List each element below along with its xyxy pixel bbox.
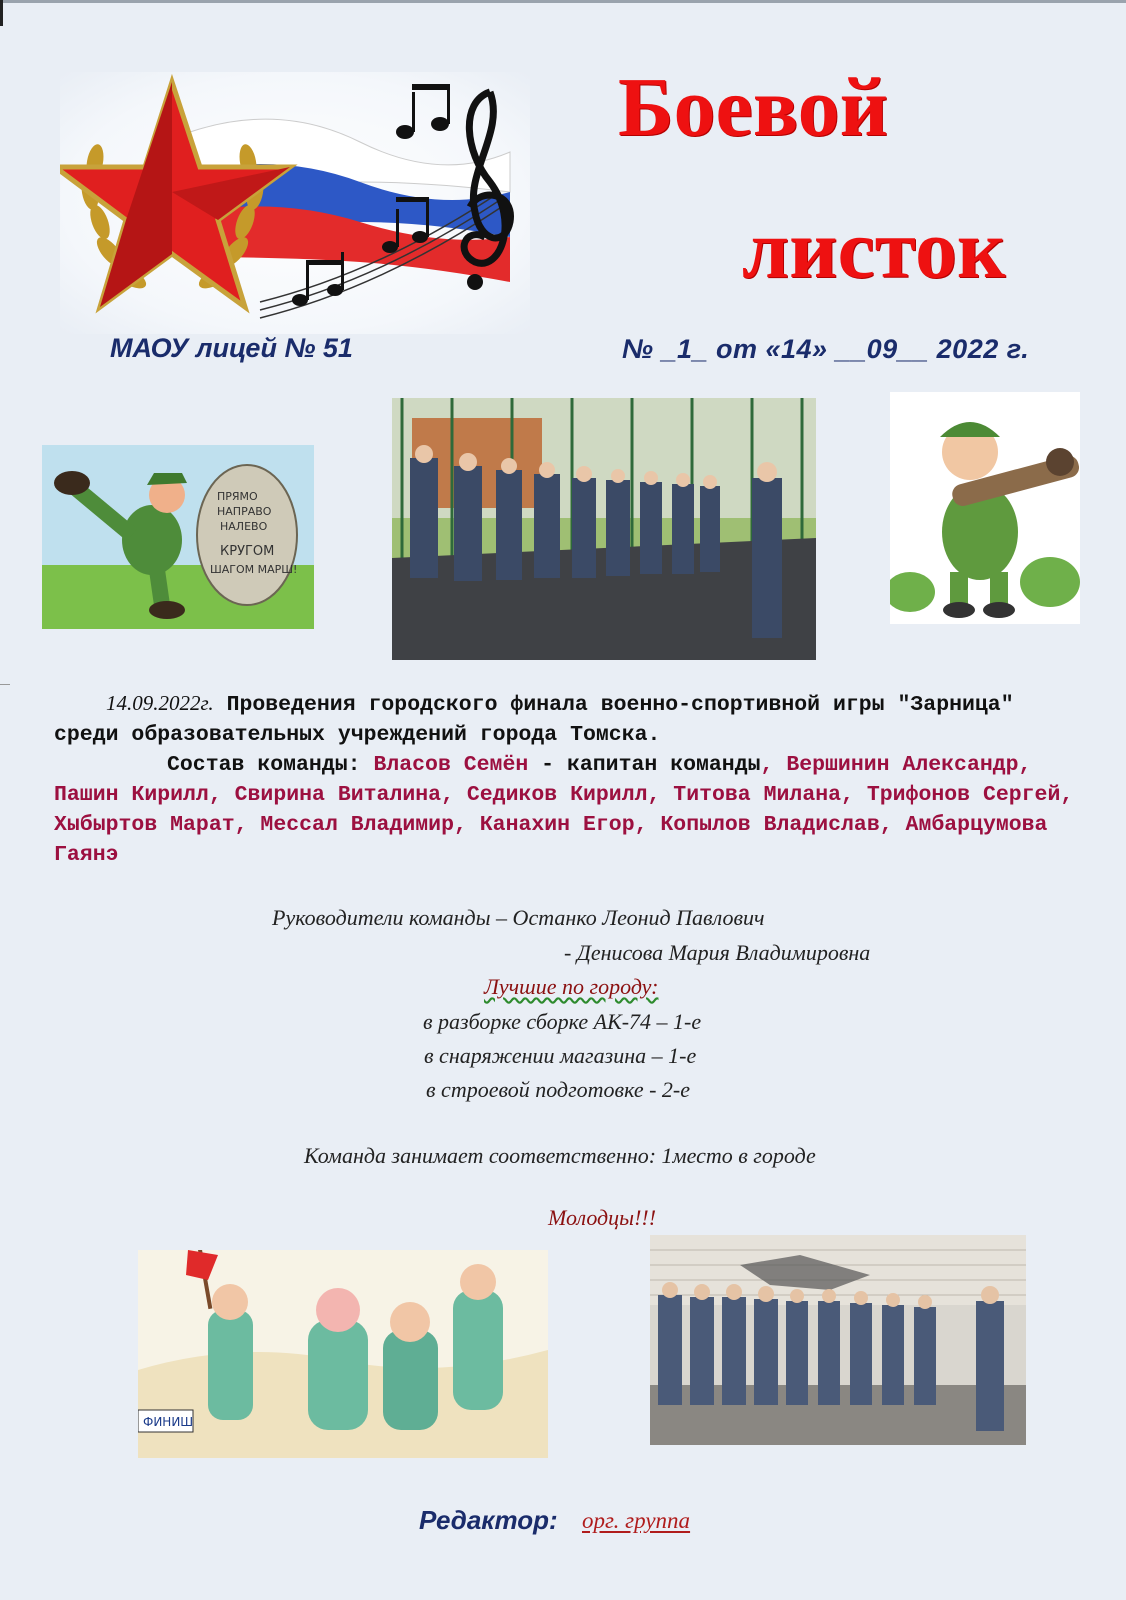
editor-link[interactable]: орг. группа	[582, 1508, 691, 1533]
svg-text:НАПРАВО: НАПРАВО	[217, 505, 272, 518]
title-line-1: Боевой	[618, 61, 889, 154]
school-name: МАОУ лицей № 51	[110, 333, 353, 363]
cadets-lineup-photo	[650, 1235, 1026, 1445]
leaders-line-1: Руководители команды – Останко Леонид Павлович	[272, 905, 765, 930]
bravo-text: Молодцы!!!	[548, 1205, 657, 1230]
cadets-formation-photo	[392, 398, 816, 660]
captain-role: - капитан команды	[528, 753, 761, 777]
cursor-mark	[0, 0, 3, 26]
article-paragraph	[54, 688, 1084, 870]
best-item: в строевой подготовке - 2-е	[426, 1077, 691, 1102]
best-in-city-heading: Лучшие по городу:	[484, 974, 659, 999]
team-captain: Власов Семён	[373, 753, 529, 777]
svg-text:ФИНИШ: ФИНИШ	[143, 1415, 194, 1429]
issue-number: № _1_ от «14» __09__ 2022 г.	[622, 334, 1030, 364]
svg-text:ПРЯМО: ПРЯМО	[217, 490, 258, 503]
svg-text:КРУГОМ: КРУГОМ	[220, 544, 275, 559]
cartoon-soldiers-tired	[138, 1250, 548, 1458]
editor-label: Редактор:	[419, 1505, 558, 1535]
article-intro: Проведения городского финала военно-спортивной игры "Зарница" среди образовательных учреждений города Томска.	[54, 693, 1014, 747]
svg-text:ШАГОМ МАРШ!: ШАГОМ МАРШ!	[210, 563, 298, 576]
team-members: , Вершинин Александр, Пашин Кирилл, Свирина Виталина, Седиков Кирилл, Титова Милана, Трифонов Сергей, Хыбыртов Марат, Мессал Владимир, Канахин Егор, Копылов Владислав, Амбарцумова Гаянэ	[54, 753, 1074, 867]
margin-tick	[0, 684, 10, 685]
svg-text:НАЛЕВО: НАЛЕВО	[220, 520, 268, 533]
title-line-2: листок	[742, 203, 1006, 296]
team-label: Состав команды:	[167, 753, 374, 777]
top-border-line	[0, 0, 1126, 3]
cartoon-soldier-kicking-stone	[42, 445, 314, 629]
star-flag-music-emblem	[60, 72, 530, 334]
team-result: Команда занимает соответственно: 1место в городе	[304, 1143, 816, 1168]
cartoon-soldier-with-bazooka	[890, 392, 1080, 624]
best-item: в снаряжении магазина – 1-е	[424, 1043, 697, 1068]
best-item: в разборке сборке АК-74 – 1-е	[423, 1009, 702, 1034]
leaders-line-2: - Денисова Мария Владимировна	[564, 940, 871, 965]
article-date: 14.09.2022г.	[106, 691, 214, 715]
